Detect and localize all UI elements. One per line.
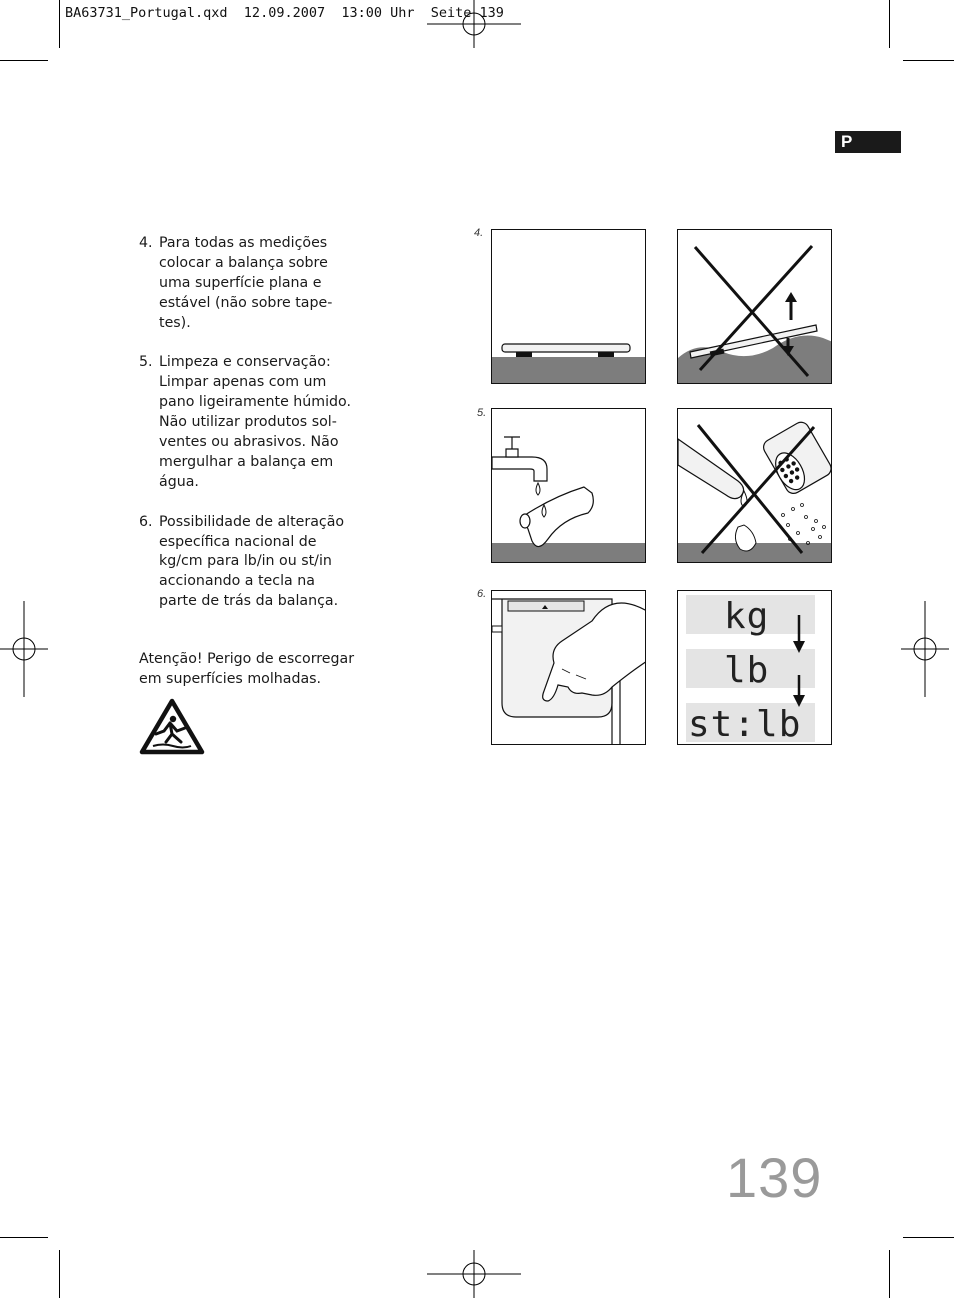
figure-scale-on-flat-floor (491, 229, 646, 384)
language-tab: P (835, 131, 901, 153)
lcd-stlb: st:lb (688, 704, 802, 745)
lcd-lb: lb (724, 650, 770, 691)
lcd-kg: kg (724, 596, 770, 637)
step-line: Limpar apenas com um (159, 374, 327, 391)
step-4 (139, 234, 369, 334)
step-line: pano ligeiramente húmido. (159, 394, 352, 411)
figure-label-4: 4. (474, 227, 484, 239)
step-line: Limpeza e conservação: (159, 354, 331, 371)
warning-line: Atenção! Perigo de escorregar (139, 651, 355, 668)
figure-damp-cloth-cleaning (491, 408, 646, 563)
figure-lcd-unit-sequence (677, 590, 832, 745)
step-line: água. (159, 473, 199, 490)
step-number: 6. (139, 513, 153, 530)
step-number: 5. (139, 354, 153, 371)
step-number: 4. (139, 235, 153, 251)
figure-no-solvents-crossed (677, 408, 832, 563)
figure-scale-on-carpet-crossed (677, 229, 832, 384)
instructions-column (139, 234, 369, 690)
step-line: colocar a balança sobre (159, 254, 328, 271)
step-line: accionando a tecla na (159, 573, 315, 590)
step-line: estável (não sobre tape- (159, 294, 333, 311)
step-line: Possibilidade de alteração (159, 513, 345, 530)
step-line: Para todas as medições (159, 235, 328, 251)
step-line: ventes ou abrasivos. Não (159, 434, 339, 451)
step-line: Não utilizar produtos sol- (159, 414, 337, 431)
step-line: específica nacional de (159, 533, 317, 550)
step-line: uma superfície plana e (159, 274, 322, 291)
step-line: mergulhar a balança em (159, 453, 334, 470)
step-line: kg/cm para lb/in ou st/in (159, 553, 332, 570)
step-line: tes). (159, 314, 191, 331)
page-number: 139 (726, 1146, 823, 1209)
step-6 (139, 513, 369, 613)
step-5 (139, 353, 369, 492)
figure-label-6: 6. (477, 588, 487, 600)
step-line: parte de trás da balança. (159, 593, 339, 610)
slip-warning (139, 650, 369, 690)
print-slug: BA63731_Portugal.qxd 12.09.2007 13:00 Uhr Seite 139 (65, 5, 504, 21)
figure-press-unit-button (491, 590, 646, 745)
slippery-surface-warning-icon (139, 698, 205, 756)
figure-label-5: 5. (477, 407, 487, 419)
warning-line: em superfícies molhadas. (139, 671, 322, 688)
